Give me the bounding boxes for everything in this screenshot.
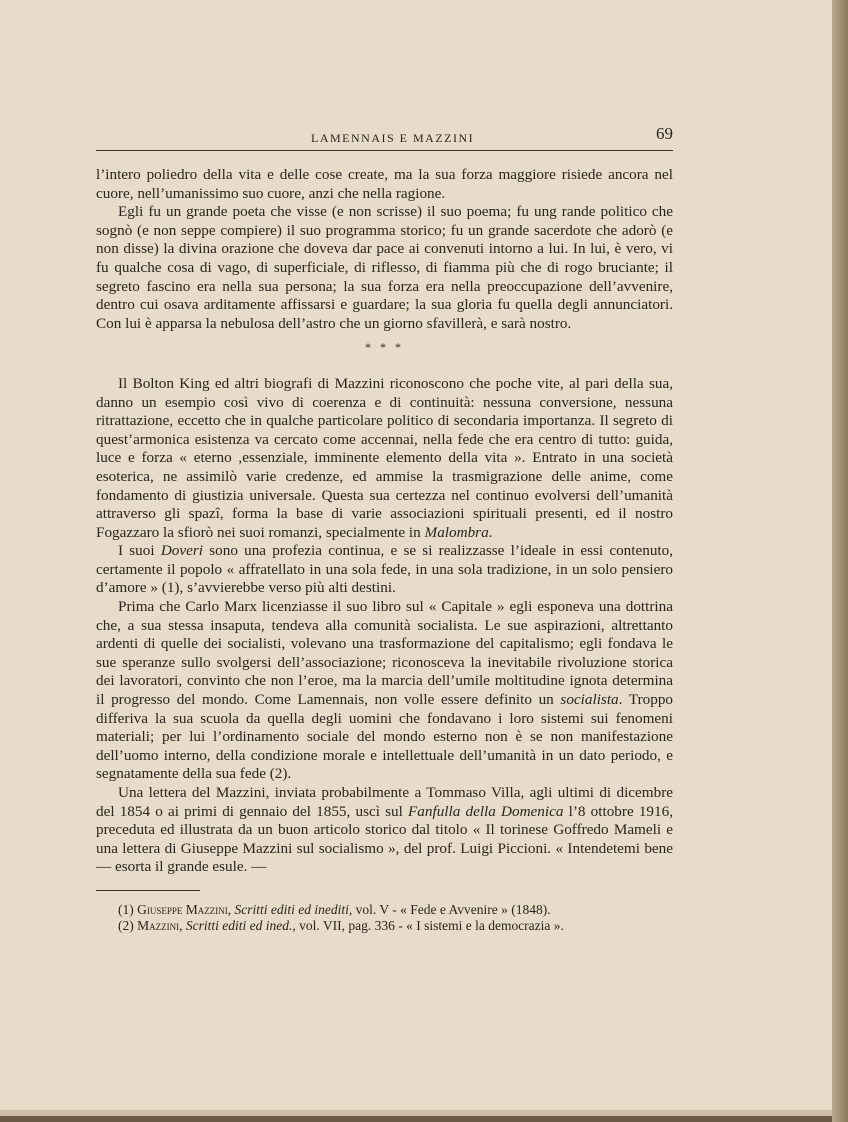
paragraph: Il Bolton King ed altri biografi di Mazzini riconoscono che poche vite, al pari della sua, danno un esempio così vivo di coerenza e di continuità: nessuna conversione, nessuna ritrattazione, eccetto che in qualche particolare politico di secondaria importanza. Il segreto di quest’armonica esistenza va cercato come accennai, nella fede che era centro di tutto: guida, luce e forza « eterno ,essenziale, imminente elemento della vita ». Entrato in una società esoterica, ne assimilò varie credenze, ed ammise la trasmigrazione delle anime, come fondamento di giustizia universale. Questa sua certezza nel continuo evolversi dell’umanità attraverso gli spazî, forma la base di varie associazioni spirituali presenti, ed il nostro Fogazzaro la sfiorò nei suoi romanzi, specialmente in Malombra. bbox=[96, 374, 673, 541]
footnote-number: (1) bbox=[118, 902, 134, 917]
running-header bbox=[96, 124, 673, 151]
footnote-rest: vol. VII, pag. 336 - « I sistemi e la democrazia ». bbox=[299, 917, 564, 933]
paragraph: Prima che Carlo Marx licenziasse il suo libro sul « Capitale » egli esponeva una dottrina che, a sua stessa insaputa, tendeva alla comunità socialista. Le sue aspirazioni, altrettanto ardenti di quelle dei socialisti, volevano una trasformazione del capitalismo; egli fondava le sue speranze sullo svolgersi dell’associazione; riconosceva la inevitabile rivoluzione storica dei lavoratori, convinto che non l’eroe, ma la marcia dell’umile moltitudine ignota determina il progresso del mondo. Come Lamennais, non volle essere definito un socialista. Troppo differiva la sua scuola da quella degli uomini che fondavano i loro sistemi sui fenomeni materiali; per lui l’ordinamento sociale del mondo esterno non è se non manifestazione dell’uomo interno, della condizione morale e intellettuale dell’umanità in un dato periodo, e segnatamente della sua fede (2). bbox=[96, 598, 674, 783]
footnote-divider bbox=[96, 890, 200, 891]
italic-word-socialista: socialista bbox=[560, 691, 619, 709]
book-spine-edge bbox=[832, 0, 848, 1122]
section-break: * * * bbox=[365, 340, 404, 355]
paragraph: l’intero poliedro della vita e delle cose create, ma la sua forza maggiore risiede ancora nel cuore, nell’umanissimo suo cuore, anzi che nella ragione. bbox=[96, 166, 673, 202]
paragraph-text: Troppo differiva la sua scuola da quella degli uomini che fondavano i loro sistemi sui fenomeni materiali; per lui l’ordinamento sociale del mondo esterno non è se non manifestazione dell’uomo interno, della condizione morale e intellettuale dell’umanità in un dato periodo, e segnatamente della sua fede (2). bbox=[96, 691, 674, 783]
footnote-work: Scritti editi ed inediti, bbox=[234, 902, 353, 917]
footnote-work: Scritti editi ed ined., bbox=[185, 917, 296, 933]
paragraph-text: l’8 ottobre 1916, preceduta ed illustrata da un buon articolo storico dal titolo « Il torinese Goffredo Mameli e una lettera di Giuseppe Mazzini sul socialismo », del prof. Luigi Piccioni. « Intendetemi bene — esorta il grande esule. — bbox=[96, 802, 674, 876]
paragraph-text: Una lettera del Mazzini, inviata probabilmente a Tommaso Villa, agli ultimi di dicembre del 1854 o ai primi di gennaio del 1855, uscì sul bbox=[96, 784, 673, 820]
italic-title-malombra: Malombra bbox=[424, 523, 489, 541]
footnote-rest: vol. V - « Fede e Avvenire » (1848). bbox=[355, 902, 551, 917]
footnote-1 bbox=[118, 902, 678, 918]
paragraph: Egli fu un grande poeta che visse (e non scrisse) il suo poema; fu ung rande politico che sognò (e non seppe compiere) il suo programma storico; fu un grande sacerdote che adorò (e non disse) la divina orazione che doveva dar pace ai convenuti intorno a lui. In lui, è vero, vi fu qualche cosa di vago, di superficiale, di riflesso, di fiamma più che di rogo bruciante; il segreto fascino era nella sua persona; la sua forza era nella preoccupazione dell’avvenire, dentro cui osava arditamente affissarsi e guardare; la sua gloria fu quella degli annunciatori. Con lui è apparsa la nebulosa dell’astro che un giorno sfavillerà, e sarà nostro. bbox=[96, 203, 673, 332]
paragraph-text: sono una profezia continua, e se si realizzasse l’ideale in essi contenuto, certamente il popolo « affratellato in una sola fede, in una sola tradizione, in un solo pensiero d’amore » (1), s’avvierebbe verso più alti destini. bbox=[96, 542, 674, 597]
italic-title-doveri: Doveri bbox=[160, 542, 203, 560]
footnotes bbox=[118, 902, 678, 933]
footnote-number: (2) bbox=[118, 917, 134, 933]
paragraph bbox=[96, 784, 673, 877]
page-number: 69 bbox=[656, 124, 673, 143]
footnote-2 bbox=[118, 918, 678, 934]
paragraph-text: I suoi bbox=[118, 542, 155, 560]
body-text bbox=[96, 166, 673, 877]
italic-title-fanfulla: Fanfulla della Domenica bbox=[408, 802, 564, 820]
paragraph bbox=[96, 542, 673, 598]
paragraph-text: Il Bolton King ed altri biografi di Mazzini riconoscono che poche vite, al pari della sua, danno un esempio così vivo di coerenza e di continuità: nessuna conversione, nessuna ritrattazione, eccetto che in qualche particolare politico di secondaria importanza. Il segreto di quest’armonica esistenza va cercato come accennai, nella fede che era centro di tutto: guida, luce e forza « eterno ,essenziale, imminente elemento della vita ». Entrato in una società esoterica, ne assimilò varie credenze, ed ammise la trasmigrazione delle anime, come fondamento di giustizia universale. Questa sua certezza nel continuo evolversi dell’umanità attraverso gli spazî, forma la base di varie associazioni spirituali presenti, ed il nostro Fogazzaro la sfiorò nei suoi romanzi, specialmente in bbox=[96, 374, 673, 541]
running-title: LAMENNAIS E MAZZINI bbox=[311, 131, 475, 145]
footnote-author: Mazzini, bbox=[137, 917, 183, 933]
footnote-author: Giuseppe Mazzini, bbox=[137, 902, 232, 917]
paragraph-text: Prima che Carlo Marx licenziasse il suo libro sul « Capitale » egli esponeva una dottrina che, a sua stessa insaputa, tendeva alla comunità socialista. Le sue aspirazioni, altrettanto ardenti di quelle dei socialisti, volevano una trasformazione del capitalismo; egli fondava le sue speranze sullo svolgersi dell’associazione; riconosceva la inevitabile rivoluzione storica dei lavoratori, convinto che non l’eroe, ma la marcia dell’umile moltitudine ignota determina il progresso del mondo. Come Lamennais, non volle essere definito un bbox=[96, 598, 673, 709]
